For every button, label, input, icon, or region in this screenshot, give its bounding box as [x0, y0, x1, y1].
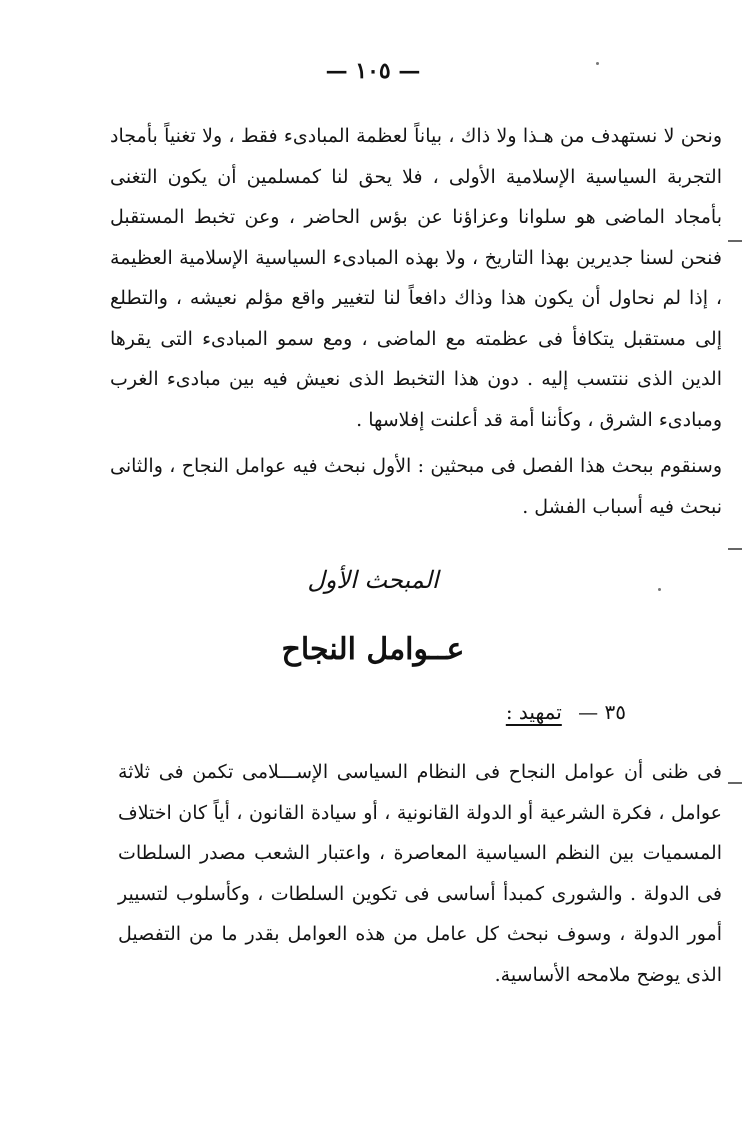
- subheading: [506, 700, 626, 724]
- section-title: عــوامل النجاح: [281, 632, 465, 667]
- margin-mark: [728, 240, 742, 242]
- subheading-text: تمهيد :: [505, 700, 562, 724]
- section-label: المبحث الأول: [307, 566, 439, 594]
- subheading-number: ٣٥ —: [578, 700, 626, 724]
- margin-mark: [728, 548, 742, 550]
- chapter-plan-paragraph: وسنقوم ببحث هذا الفصل فى مبحثين : الأول نبحث فيه عوامل النجاح ، والثانى نبحث فيه أسباب الفشل .: [110, 455, 722, 518]
- margin-mark: [728, 782, 742, 784]
- scan-speck: [596, 62, 599, 65]
- intro-paragraph: ونحن لا نستهدف من هـذا ولا ذاك ، بياناً لعظمة المبادىء فقط ، ولا تغنياً بأمجاد التجربة السياسية الإسلامية الأولى ، فلا يحق لنا كمسلمين أن يكون التغنى بأمجاد الماضى هو سلوانا وعزاؤنا عن بؤس الحاضر ، وعن تخبط المستقبل فنحن لسنا جديرين بهذا التاريخ ، ولا بهذه المبادىء السياسية الإسلامية العظيمة ، إذا لم نحاول أن يكون هذا وذاك دافعاً لنا لتغيير واقع مؤلم نعيشه ، والتطلع إلى مستقبل يتكافأ فى عظمته مع الماضى ، ومع سمو المبادىء التى يقرها الدين الذى ننتسب إليه . دون هذا التخبط الذى نعيش فيه بين مبادىء الغرب ومبادىء الشرق ، وكأننا أمة قد أعلنت إفلاسها .: [110, 125, 722, 431]
- scan-speck: [658, 588, 661, 591]
- page-number: — ١٠٥ —: [325, 58, 421, 84]
- preface-paragraph: فى ظنى أن عوامل النجاح فى النظام السياسى الإســـلامى تكمن فى ثلاثة عوامل ، فكرة الشرعية أو الدولة القانونية ، أو سيادة القانون ، أياً كان اختلاف المسميات بين النظم السياسية المعاصرة ، واعتبار الشعب مصدر السلطات فى الدولة . والشورى كمبدأ أساسى فى تكوين السلطات ، وكأسلوب لتسيير أمور الدولة ، وسوف نبحث كل عامل من هذه العوامل بقدر ما من التفصيل الذى يوضح ملامحه الأساسية.: [118, 761, 722, 986]
